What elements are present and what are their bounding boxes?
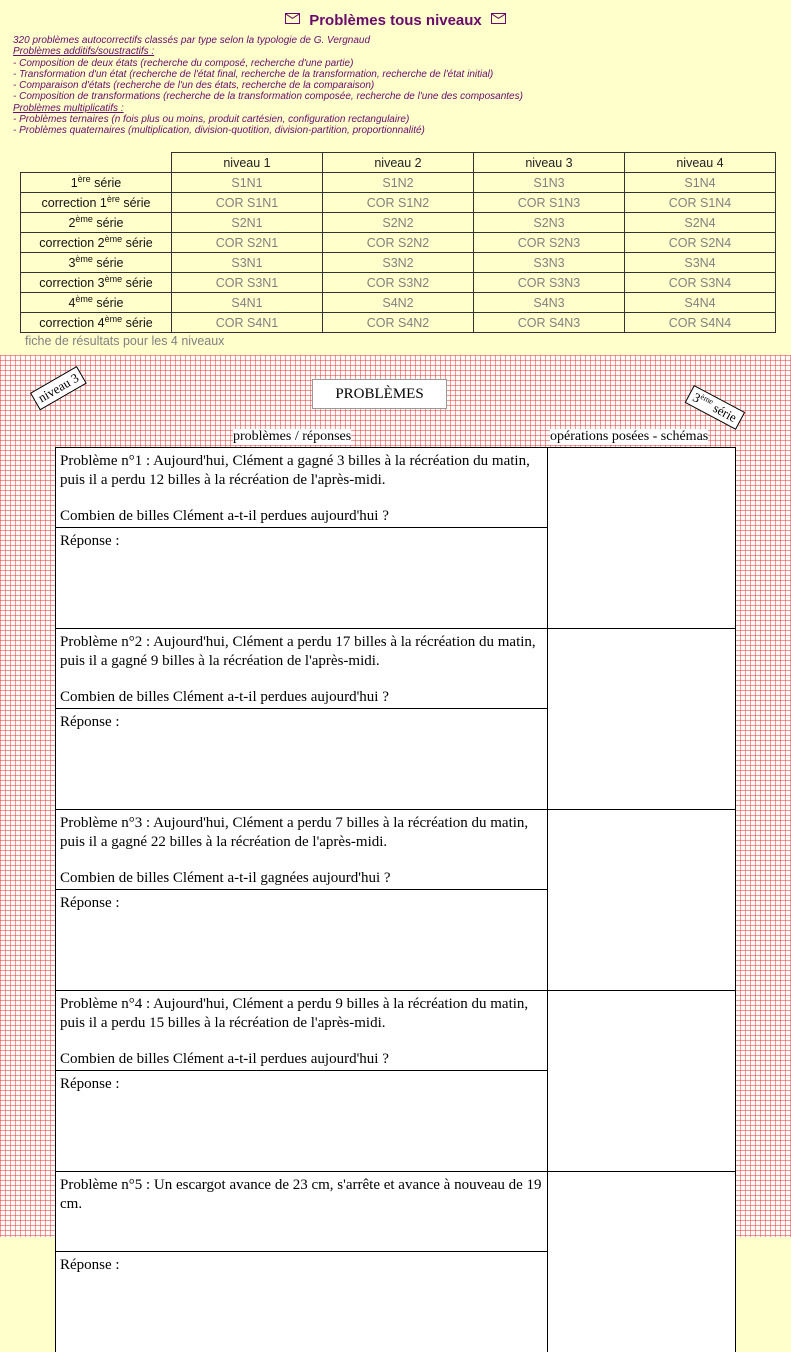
problem-left bbox=[56, 991, 548, 1171]
series-link[interactable]: COR S2N2 bbox=[323, 233, 474, 253]
problem-block bbox=[55, 809, 736, 990]
typology-text bbox=[13, 35, 783, 137]
answer-field[interactable] bbox=[56, 528, 547, 628]
multiplicatifs-item: - Problèmes quaternaires (multiplication, division-quotition, division-partition, proportionnalité) bbox=[13, 125, 425, 137]
table-row bbox=[21, 313, 776, 333]
series-link[interactable]: COR S2N1 bbox=[172, 233, 323, 253]
series-label: correction 2ème série bbox=[21, 233, 172, 253]
series-link[interactable]: COR S1N4 bbox=[625, 193, 776, 213]
series-link[interactable]: COR S2N4 bbox=[625, 233, 776, 253]
problem-block bbox=[55, 447, 736, 628]
answer-label: Réponse : bbox=[60, 1076, 120, 1092]
problem-question: Combien de billes Clément a-t-il perdues aujourd'hui ? bbox=[60, 689, 389, 705]
series-link[interactable]: S3N2 bbox=[323, 253, 474, 273]
sheet-title: PROBLÈMES bbox=[312, 379, 447, 409]
table-row bbox=[21, 193, 776, 213]
page-title-text: Problèmes tous niveaux bbox=[309, 12, 482, 29]
operations-area[interactable] bbox=[548, 629, 735, 809]
series-link[interactable]: S1N4 bbox=[625, 173, 776, 193]
series-link[interactable]: S1N2 bbox=[323, 173, 474, 193]
problem-left bbox=[56, 629, 548, 809]
answer-field[interactable] bbox=[56, 890, 547, 990]
series-link[interactable]: S2N4 bbox=[625, 213, 776, 233]
table-row bbox=[21, 273, 776, 293]
serie-tag: 3ème série bbox=[684, 385, 744, 430]
series-link[interactable]: S3N3 bbox=[474, 253, 625, 273]
series-link[interactable]: S4N4 bbox=[625, 293, 776, 313]
envelope-icon[interactable] bbox=[285, 13, 300, 24]
series-link[interactable]: S4N2 bbox=[323, 293, 474, 313]
problem-statement bbox=[56, 810, 547, 890]
series-label: correction 3ème série bbox=[21, 273, 172, 293]
problem-text: Problème n°5 : Un escargot avance de 23 cm, s'arrête et avance à nouveau de 19 cm. bbox=[60, 1177, 542, 1212]
series-link[interactable]: COR S3N2 bbox=[323, 273, 474, 293]
series-link[interactable]: S2N3 bbox=[474, 213, 625, 233]
series-link[interactable]: COR S1N3 bbox=[474, 193, 625, 213]
problem-statement bbox=[56, 1172, 547, 1252]
problem-block bbox=[55, 990, 736, 1171]
multiplicatifs-heading: Problèmes multiplicatifs : bbox=[13, 102, 124, 114]
table-row bbox=[21, 233, 776, 253]
problem-question: Combien de billes Clément a-t-il perdues aujourd'hui ? bbox=[60, 1051, 389, 1067]
series-link[interactable]: COR S3N3 bbox=[474, 273, 625, 293]
problem-block bbox=[55, 628, 736, 809]
series-link[interactable]: S4N3 bbox=[474, 293, 625, 313]
series-link[interactable]: S1N1 bbox=[172, 173, 323, 193]
series-link[interactable]: S4N1 bbox=[172, 293, 323, 313]
series-link[interactable]: COR S1N1 bbox=[172, 193, 323, 213]
additifs-heading: Problèmes additifs/soustractifs : bbox=[13, 46, 155, 58]
problem-left bbox=[56, 810, 548, 990]
additifs-item: - Composition de transformations (recherche de la transformation composée, recherche de l'une des composantes) bbox=[13, 91, 523, 103]
level-header: niveau 2 bbox=[323, 153, 474, 173]
multiplicatifs-item: - Problèmes ternaires (n fois plus ou moins, produit cartésien, configuration rectangulaire) bbox=[13, 114, 410, 126]
operations-area[interactable] bbox=[548, 991, 735, 1171]
level-header: niveau 1 bbox=[172, 153, 323, 173]
series-label: 3ème série bbox=[21, 253, 172, 273]
answer-label: Réponse : bbox=[60, 1257, 120, 1273]
series-link[interactable]: COR S2N3 bbox=[474, 233, 625, 253]
series-label: correction 4ème série bbox=[21, 313, 172, 333]
additifs-item: - Composition de deux états (recherche du composé, recherche d'une partie) bbox=[13, 57, 354, 69]
series-label: 4ème série bbox=[21, 293, 172, 313]
series-label: 1ère série bbox=[21, 173, 172, 193]
table-row bbox=[21, 253, 776, 273]
answer-label: Réponse : bbox=[60, 714, 120, 730]
level-header: niveau 4 bbox=[625, 153, 776, 173]
problem-text: Problème n°1 : Aujourd'hui, Clément a gagné 3 billes à la récréation du matin, puis il a perdu 12 billes à la récréation de l'après-midi. bbox=[60, 453, 530, 488]
results-sheet-link[interactable]: fiche de résultats pour les 4 niveaux bbox=[25, 334, 225, 348]
top-panel bbox=[0, 0, 791, 355]
problem-statement bbox=[56, 629, 547, 709]
problem-sheet bbox=[0, 355, 791, 1273]
niveau-tag: niveau 3 bbox=[30, 366, 87, 411]
problem-question: Combien de billes Clément a-t-il gagnées aujourd'hui ? bbox=[60, 870, 391, 886]
additifs-item: - Comparaison d'états (recherche de l'un des états, recherche de la comparaison) bbox=[13, 80, 375, 92]
series-link[interactable]: S2N1 bbox=[172, 213, 323, 233]
column-header-operations: opérations posées - schémas bbox=[550, 429, 709, 444]
problem-left bbox=[56, 448, 548, 628]
problem-question: Combien de billes Clément a-t-il perdues aujourd'hui ? bbox=[60, 508, 389, 524]
operations-area[interactable] bbox=[548, 448, 735, 628]
level-header: niveau 3 bbox=[474, 153, 625, 173]
additifs-item: - Transformation d'un état (recherche de l'état final, recherche de la transformation, recherche de l'état initial) bbox=[13, 68, 494, 80]
answer-label: Réponse : bbox=[60, 895, 120, 911]
problem-statement bbox=[56, 448, 547, 528]
series-link[interactable]: COR S3N4 bbox=[625, 273, 776, 293]
problem-text: Problème n°3 : Aujourd'hui, Clément a perdu 7 billes à la récréation du matin, puis il a gagné 22 billes à la récréation de l'après-midi. bbox=[60, 815, 529, 850]
series-link[interactable]: COR S4N2 bbox=[323, 313, 474, 333]
operations-area[interactable] bbox=[548, 1172, 735, 1352]
series-link[interactable]: COR S1N2 bbox=[323, 193, 474, 213]
page-title bbox=[0, 12, 791, 29]
table-row bbox=[21, 293, 776, 313]
series-label: 2ème série bbox=[21, 213, 172, 233]
series-label: correction 1ère série bbox=[21, 193, 172, 213]
problem-block bbox=[55, 1171, 736, 1352]
series-link[interactable]: COR S4N3 bbox=[474, 313, 625, 333]
table-row bbox=[21, 213, 776, 233]
problem-text: Problème n°2 : Aujourd'hui, Clément a perdu 17 billes à la récréation du matin, puis il a gagné 9 billes à la récréation de l'après-midi. bbox=[60, 634, 536, 669]
problems-list bbox=[55, 447, 736, 1352]
subtitle: 320 problèmes autocorrectifs classés par type selon la typologie de G. Vergnaud bbox=[13, 35, 371, 46]
envelope-icon[interactable] bbox=[491, 13, 506, 24]
series-table bbox=[20, 152, 776, 333]
answer-label: Réponse : bbox=[60, 533, 120, 549]
series-link[interactable]: S3N1 bbox=[172, 253, 323, 273]
problem-left bbox=[56, 1172, 548, 1352]
series-link[interactable]: COR S4N1 bbox=[172, 313, 323, 333]
series-link[interactable]: S3N4 bbox=[625, 253, 776, 273]
problem-statement bbox=[56, 991, 547, 1071]
answer-field[interactable] bbox=[56, 709, 547, 809]
answer-field[interactable] bbox=[56, 1252, 547, 1352]
series-link[interactable]: S1N3 bbox=[474, 173, 625, 193]
series-link[interactable]: S2N2 bbox=[323, 213, 474, 233]
series-link[interactable]: COR S3N1 bbox=[172, 273, 323, 293]
series-link[interactable]: COR S4N4 bbox=[625, 313, 776, 333]
problem-text: Problème n°4 : Aujourd'hui, Clément a perdu 9 billes à la récréation du matin, puis il a perdu 15 billes à la récréation de l'après-midi. bbox=[60, 996, 529, 1031]
table-row bbox=[21, 173, 776, 193]
column-header-problems: problèmes / réponses bbox=[233, 429, 352, 444]
operations-area[interactable] bbox=[548, 810, 735, 990]
answer-field[interactable] bbox=[56, 1071, 547, 1171]
